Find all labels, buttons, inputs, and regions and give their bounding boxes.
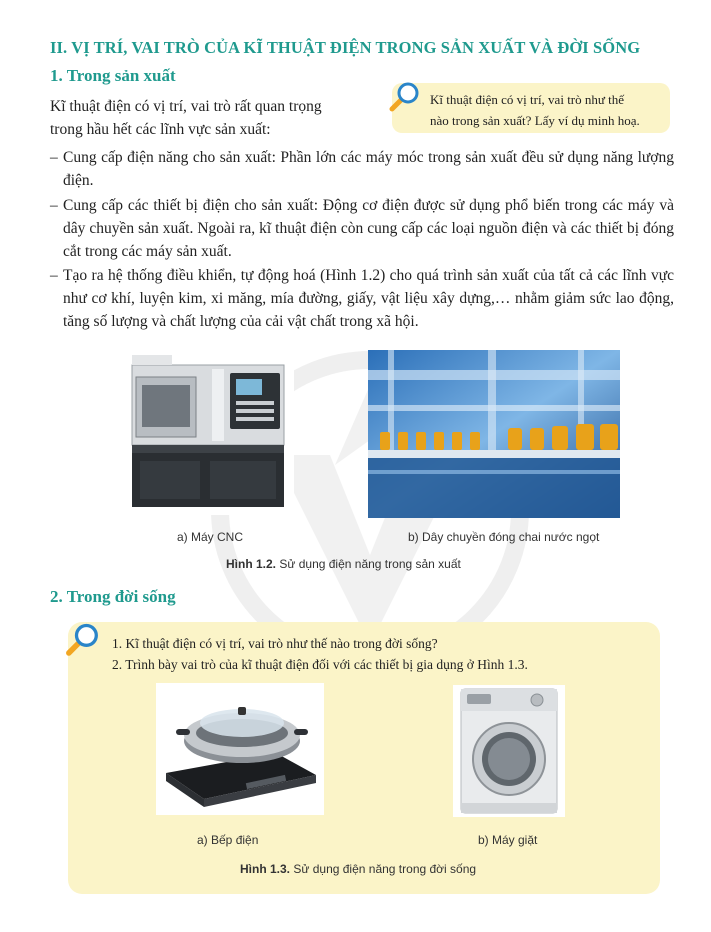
bullet-dash: – <box>50 197 58 214</box>
bullet-text: Cung cấp các thiết bị điện cho sản xuất: Động cơ điện được sử dụng phổ biến trong các máy và dây chuyền sản xuất. Ngoài ra, kĩ thuật điện còn cung cấp các loại nguồn điện và các thiết bị đóng cắt trong các máy sản xuất. <box>63 197 674 260</box>
production-intro <box>50 95 390 141</box>
life-questions <box>112 633 528 675</box>
bullet-text: Tạo ra hệ thống điều khiển, tự động hoá (Hình 1.2) cho quá trình sản xuất của tất cả các lĩnh vực như cơ khí, luyện kim, xi măng, mía đường, giấy, vật liệu xây dựng,… nhằm giảm sức lao động, tăng số lượng và chất lượng của cải vật chất trong xã hội. <box>63 267 674 330</box>
intro-line-2: trong hầu hết các lĩnh vực sản xuất: <box>50 121 271 138</box>
life-figure-label: Hình 1.3. <box>240 862 291 876</box>
bullet-text: Cung cấp điện năng cho sản xuất: Phần lớn các máy móc trong sản xuất đều sử dụng năng lượng điện. <box>63 149 674 189</box>
production-heading: 1. Trong sản xuất <box>50 66 176 85</box>
life-question-2: 2. Trình bày vai trò của kĩ thuật điện đối với các thiết bị gia dụng ở Hình 1.3. <box>112 657 528 672</box>
life-figure-text: Sử dụng điện năng trong đời sống <box>293 862 477 876</box>
figure-caption-b: b) Dây chuyền đóng chai nước ngọt <box>408 530 600 544</box>
life-figure-title <box>240 862 476 876</box>
question-line-1: Kĩ thuật điện có vị trí, vai trò như thế <box>430 92 625 107</box>
cnc-machine-image <box>126 355 294 515</box>
bullet-dash: – <box>50 149 58 166</box>
bullet-item <box>50 264 674 333</box>
bullet-dash: – <box>50 267 58 284</box>
washing-machine-image <box>453 685 565 817</box>
section-title: II. VỊ TRÍ, VAI TRÒ CỦA KĨ THUẬT ĐIỆN TRONG SẢN XUẤT VÀ ĐỜI SỐNG <box>50 38 641 57</box>
life-caption-a: a) Bếp điện <box>197 833 259 847</box>
intro-line-1: Kĩ thuật điện có vị trí, vai trò rất quan trọng <box>50 98 322 115</box>
production-question <box>430 89 670 131</box>
electric-stove-image <box>156 683 324 815</box>
figure-label: Hình 1.2. <box>226 557 277 571</box>
magnifier-icon <box>60 620 104 664</box>
bottling-line-image <box>368 350 620 518</box>
life-heading: 2. Trong đời sống <box>50 587 176 606</box>
bullet-item <box>50 146 674 192</box>
figure-caption-a: a) Máy CNC <box>177 530 244 544</box>
question-line-2: nào trong sản xuất? Lấy ví dụ minh hoạ. <box>430 113 640 128</box>
figure-text: Sử dụng điện năng trong sản xuất <box>279 557 461 571</box>
figure-title <box>226 557 461 571</box>
magnifier-icon <box>384 79 424 119</box>
life-caption-b: b) Máy giặt <box>478 833 538 847</box>
life-question-1: 1. Kĩ thuật điện có vị trí, vai trò như thế nào trong đời sống? <box>112 636 438 651</box>
bullet-item <box>50 194 674 263</box>
